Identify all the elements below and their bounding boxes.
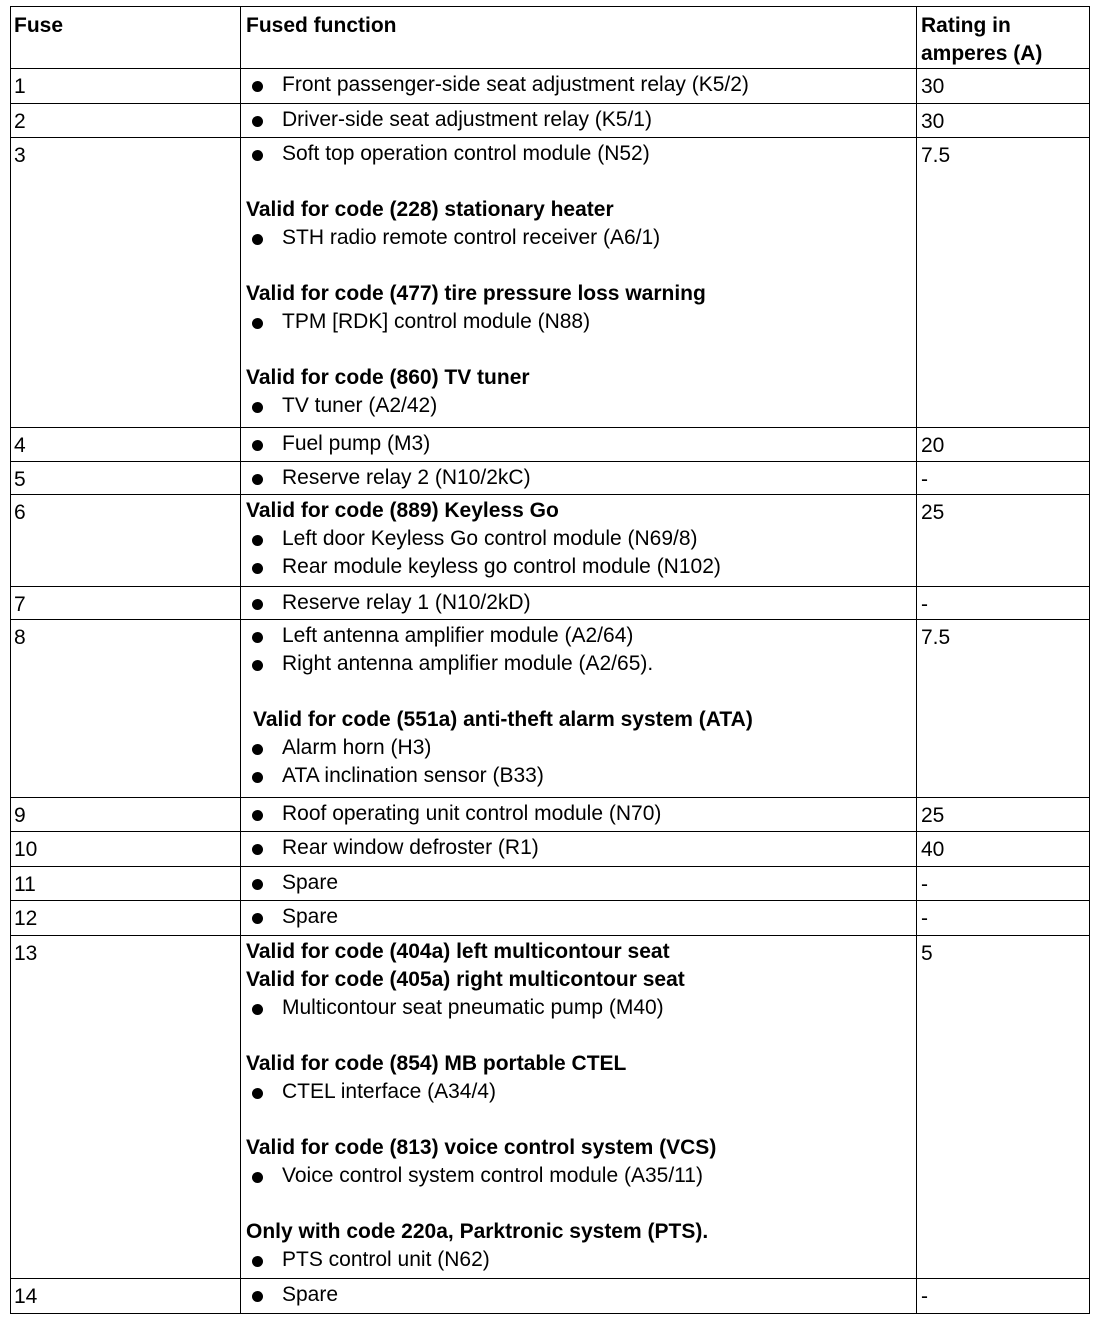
table-row-border [10,6,1090,7]
fused-function-cell [246,497,721,581]
bullet-icon [252,599,263,610]
fused-function-cell [246,834,539,862]
function-item [246,800,661,828]
function-item-text: CTEL interface (A34/4) [282,1080,496,1103]
bullet-icon [252,563,263,574]
code-condition-heading: Valid for code (813) voice control system (VCS) [246,1136,717,1159]
bullet-icon [252,440,263,451]
function-item-text: Multicontour seat pneumatic pump (M40) [282,996,664,1019]
fused-function-cell [246,622,753,790]
fuse-rating: - [921,907,928,930]
table-column-border [10,6,11,1314]
function-item-text: Spare [282,905,339,928]
function-item-text: TPM [RDK] control module (N88) [282,310,591,333]
bullet-icon [252,234,263,245]
bullet-icon [252,632,263,643]
fused-function-cell [246,106,652,134]
table-row-border [10,797,1090,798]
function-item [246,650,753,678]
function-item-text: Rear module keyless go control module (N102) [282,555,721,578]
table-row-border [10,427,1090,428]
table-row-border [10,494,1090,495]
bullet-icon [252,660,263,671]
bullet-icon [252,1256,263,1267]
function-item-text: TV tuner (A2/42) [282,394,438,417]
table-row-border [10,900,1090,901]
function-item-text: Left door Keyless Go control module (N69/8) [282,527,698,550]
function-item-text: Reserve relay 2 (N10/2kC) [282,466,531,489]
bullet-icon [252,1172,263,1183]
fuse-table [10,6,1090,1314]
fuse-rating: - [921,873,928,896]
code-condition-heading: Valid for code (405a) right multicontour seat [246,968,685,991]
function-item-text: PTS control unit (N62) [282,1248,490,1271]
function-item [246,224,706,252]
fuse-number: 2 [14,110,26,133]
fuse-number: 7 [14,593,26,616]
header-rating-line-2: amperes (A) [921,42,1043,65]
fused-function-cell [246,1281,338,1309]
fused-function-cell [246,938,716,1274]
bullet-icon [252,1291,263,1302]
fuse-number: 5 [14,468,26,491]
fused-function-cell [246,464,531,492]
code-condition-heading: Valid for code (404a) left multicontour seat [246,940,670,963]
function-item-text: Voice control system control module (A35/11) [282,1164,703,1187]
function-item [246,1246,716,1274]
function-item [246,106,652,134]
table-column-border [916,6,917,1314]
function-item-text: Reserve relay 1 (N10/2kD) [282,591,531,614]
bullet-icon [252,772,263,783]
table-row-border [10,831,1090,832]
function-item [246,308,706,336]
function-item-text: Roof operating unit control module (N70) [282,802,662,825]
function-item [246,869,338,897]
spacer [246,252,706,280]
function-item [246,464,531,492]
fuse-number: 8 [14,626,26,649]
code-condition-heading: Valid for code (551a) anti-theft alarm system (ATA) [253,708,753,731]
fuse-number: 9 [14,804,26,827]
fused-function-cell [246,140,706,420]
bullet-icon [252,318,263,329]
function-item-text: ATA inclination sensor (B33) [282,764,544,787]
table-row-border [10,619,1090,620]
spacer [246,1022,716,1050]
function-item-text: STH radio remote control receiver (A6/1) [282,226,661,249]
bullet-icon [252,913,263,924]
code-condition-heading: Valid for code (889) Keyless Go [246,499,559,522]
fuse-number: 14 [14,1285,38,1308]
spacer [246,1190,716,1218]
bullet-icon [252,116,263,127]
table-row-border [10,1278,1090,1279]
fuse-rating: - [921,593,928,616]
fuse-rating: 20 [921,434,945,457]
fused-function-cell [246,589,531,617]
function-item [246,994,716,1022]
header-rating [921,12,1042,68]
function-item [246,622,753,650]
function-item [246,903,338,931]
bullet-icon [252,535,263,546]
code-condition-heading: Only with code 220a, Parktronic system (PTS). [246,1220,709,1243]
fuse-rating: 30 [921,110,945,133]
table-row-border [10,103,1090,104]
table-row-border [10,935,1090,936]
function-item-text: Fuel pump (M3) [282,432,431,455]
fuse-number: 1 [14,75,26,98]
header-rating-line-1: Rating in [921,14,1011,37]
bullet-icon [252,474,263,485]
table-row-border [10,586,1090,587]
code-condition-heading: Valid for code (854) MB portable CTEL [246,1052,627,1075]
fuse-rating: - [921,1285,928,1308]
bullet-icon [252,810,263,821]
fused-function-cell [246,800,661,828]
function-item-text: Rear window defroster (R1) [282,836,539,859]
table-row-border [10,866,1090,867]
function-item [246,1162,716,1190]
fused-function-cell [246,71,749,99]
bullet-icon [252,1088,263,1099]
spacer [246,168,706,196]
table-column-border [1089,6,1090,1314]
function-item-text: Spare [282,871,339,894]
function-item-text: Spare [282,1283,339,1306]
function-item [246,140,706,168]
bullet-icon [252,150,263,161]
bullet-icon [252,879,263,890]
code-condition-heading: Valid for code (860) TV tuner [246,366,530,389]
fuse-number: 11 [14,873,36,896]
bullet-icon [252,81,263,92]
fuse-rating: 25 [921,501,945,524]
fuse-number: 4 [14,434,26,457]
fuse-number: 10 [14,838,38,861]
fuse-number: 13 [14,942,38,965]
function-item [246,762,753,790]
fuse-rating: 25 [921,804,945,827]
fuse-rating: 7.5 [921,626,951,649]
function-item [246,1281,338,1309]
function-item [246,1078,716,1106]
fused-function-cell [246,430,430,458]
spacer [246,678,753,706]
fuse-rating: 30 [921,75,945,98]
function-item [246,834,539,862]
function-item-text: Right antenna amplifier module (A2/65). [282,652,654,675]
table-row-border [10,68,1090,69]
function-item-text: Soft top operation control module (N52) [282,142,650,165]
function-item [246,589,531,617]
function-item [246,734,753,762]
function-item-text: Alarm horn (H3) [282,736,432,759]
spacer [246,336,706,364]
fused-function-cell [246,869,338,897]
bullet-icon [252,1004,263,1015]
code-condition-heading: Valid for code (477) tire pressure loss warning [246,282,706,305]
function-item [246,392,706,420]
function-item-text: Driver-side seat adjustment relay (K5/1) [282,108,652,131]
fuse-number: 6 [14,501,26,524]
header-fuse: Fuse [14,14,64,37]
function-item [246,71,749,99]
code-condition-heading: Valid for code (228) stationary heater [246,198,614,221]
table-row-border [10,461,1090,462]
function-item-text: Left antenna amplifier module (A2/64) [282,624,634,647]
function-item [246,430,430,458]
fuse-rating: 7.5 [921,144,951,167]
bullet-icon [252,744,263,755]
fuse-number: 3 [14,144,26,167]
fuse-number: 12 [14,907,38,930]
bullet-icon [252,402,263,413]
table-column-border [240,6,241,1314]
table-row-border [10,1313,1090,1314]
fused-function-cell [246,903,338,931]
bullet-icon [252,844,263,855]
fuse-rating: - [921,468,928,491]
function-item [246,553,721,581]
header-fused-function: Fused function [246,14,397,37]
fuse-rating: 5 [921,942,933,965]
function-item-text: Front passenger-side seat adjustment relay (K5/2) [282,73,749,96]
function-item [246,525,721,553]
spacer [246,1106,716,1134]
fuse-rating: 40 [921,838,945,861]
table-row-border [10,137,1090,138]
